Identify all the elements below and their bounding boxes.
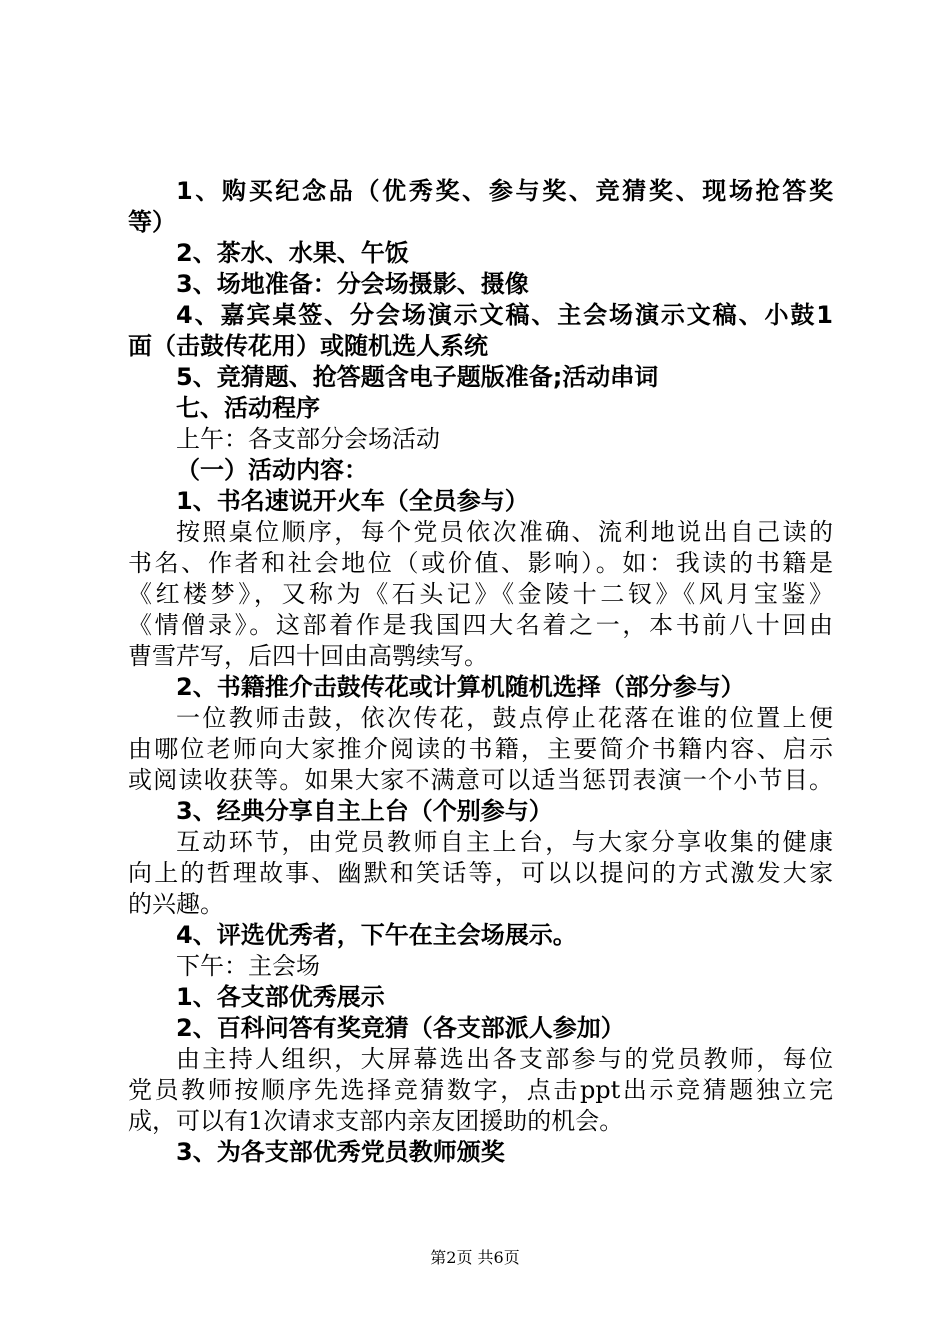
page-number-footer: 第2页 共6页 — [430, 1248, 520, 1267]
activity-3-title: 3、经典分享自主上台（个别参与） — [176, 797, 553, 825]
afternoon-item-2-paragraph: 由主持人组织，大屏幕选出各支部参与的党员教师，每位 — [176, 1045, 833, 1073]
activity-3-paragraph: 的兴趣。 — [128, 890, 224, 918]
activity-1-paragraph: 按照桌位顺序，每个党员依次准确、流利地说出自己读的 — [176, 518, 833, 546]
activity-2-paragraph: 或阅读收获等。如果大家不满意可以适当惩罚表演一个小节目。 — [128, 766, 833, 794]
activity-1-paragraph: 曹雪芹写，后四十回由高鹗续写。 — [128, 642, 488, 670]
afternoon-heading: 下午：主会场 — [176, 952, 320, 980]
activity-2-paragraph: 一位教师击鼓，依次传花，鼓点停止花落在谁的位置上便 — [176, 704, 833, 732]
activity-1-paragraph: 《情僧录》。这部着作是我国四大名着之一，本书前八十回由 — [128, 611, 833, 639]
morning-heading: 上午：各支部分会场活动 — [176, 425, 440, 453]
activity-2-title: 2、书籍推介击鼓传花或计算机随机选择（部分参与） — [176, 673, 745, 701]
item-materials: 4、嘉宾桌签、分会场演示文稿、主会场演示文稿、小鼓1 — [176, 301, 833, 329]
activity-1-paragraph: 《红楼梦》，又称为《石头记》《金陵十二钗》《风月宝鉴》 — [128, 580, 833, 608]
activity-2-paragraph: 由哪位老师向大家推介阅读的书籍，主要简介书籍内容、启示 — [128, 735, 833, 763]
afternoon-item-2-paragraph: 成，可以有1次请求支部内亲友团援助的机会。 — [128, 1107, 624, 1135]
afternoon-item-2-paragraph: 党员教师按顺序先选择竞猜数字，点击ppt出示竞猜题独立完 — [128, 1076, 833, 1104]
activity-3-paragraph: 互动环节，由党员教师自主上台，与大家分享收集的健康 — [176, 828, 833, 856]
activity-1-paragraph: 书名、作者和社会地位（或价值、影响）。如：我读的书籍是 — [128, 549, 833, 577]
section-heading-program: 七、活动程序 — [176, 394, 320, 422]
item-souvenirs: 1、购买纪念品（优秀奖、参与奖、竞猜奖、现场抢答奖 — [176, 177, 833, 205]
activity-content-heading: （一）活动内容： — [176, 456, 368, 484]
item-materials-cont: 面（击鼓传花用）或随机选人系统 — [128, 332, 488, 360]
activity-1-title: 1、书名速说开火车（全员参与） — [176, 487, 529, 515]
afternoon-item-1: 1、各支部优秀展示 — [176, 983, 385, 1011]
item-venue: 3、场地准备：分会场摄影、摄像 — [176, 270, 529, 298]
activity-4-title: 4、评选优秀者，下午在主会场展示。 — [176, 921, 577, 949]
activity-3-paragraph: 向上的哲理故事、幽默和笑话等，可以以提问的方式激发大家 — [128, 859, 833, 887]
item-refreshments: 2、茶水、水果、午饭 — [176, 239, 409, 267]
page-body — [128, 176, 833, 1168]
item-souvenirs-cont: 等） — [128, 208, 176, 236]
afternoon-item-3: 3、为各支部优秀党员教师颁奖 — [176, 1138, 505, 1166]
item-quiz-prep: 5、竞猜题、抢答题含电子题版准备;活动串词 — [176, 363, 659, 391]
afternoon-item-2: 2、百科问答有奖竞猜（各支部派人参加） — [176, 1014, 625, 1042]
